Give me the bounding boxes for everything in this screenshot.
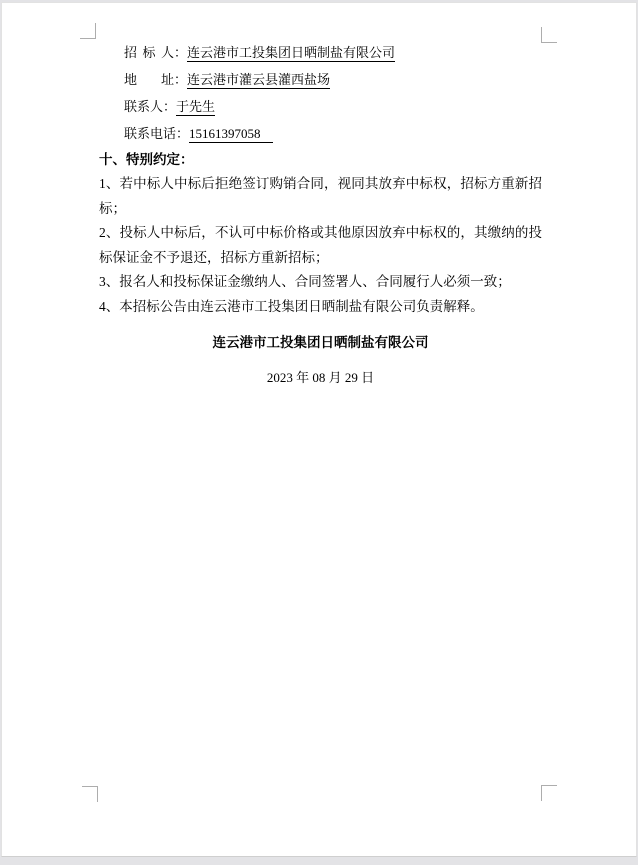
label-colon: ： <box>174 45 188 60</box>
contact-label: 联系电话 <box>124 126 177 141</box>
contact-value-underlined: 15161397058 <box>189 126 273 143</box>
label-colon: ： <box>163 99 177 114</box>
section-item: 1、若中标人中标后拒绝签订购销合同，视同其放弃中标权，招标方重新招标； <box>99 176 542 216</box>
contact-line-person <box>99 93 542 120</box>
contact-value-underlined: 连云港市工投集团日晒制盐有限公司 <box>187 45 396 60</box>
contact-label: 地址 <box>124 72 174 87</box>
contact-label: 招标人 <box>124 45 174 60</box>
contact-line-phone <box>99 120 542 147</box>
contact-line-address <box>99 66 542 93</box>
margin-crop-mark-bottom-left <box>82 786 98 802</box>
margin-crop-mark-top-right <box>541 27 557 43</box>
section-item: 4、本招标公告由连云港市工投集团日晒制盐有限公司负责解释。 <box>99 298 484 314</box>
contact-line-bidder <box>99 39 542 66</box>
contact-info-block <box>99 39 542 147</box>
label-colon: ： <box>176 126 190 141</box>
signature-company: 连云港市工投集团日晒制盐有限公司 <box>212 335 429 350</box>
section-item: 3、报名人和投标保证金缴纳人、合同签署人、合同履行人必须一致； <box>99 274 511 289</box>
section-heading: 十、特别约定： <box>99 152 194 167</box>
section-item: 2、投标人中标后，不认可中标价格或其他原因放弃中标权的，其缴纳的投标保证金不予退还，招标方重新招标； <box>99 225 542 265</box>
signature-date: 2023 年 08 月 29 日 <box>266 370 375 385</box>
margin-crop-mark-bottom-right <box>541 785 557 801</box>
special-terms-section <box>99 147 542 319</box>
label-colon: ： <box>174 72 188 87</box>
document-page <box>1 2 637 857</box>
contact-value-underlined: 连云港市灌云县灌西盐场 <box>187 72 331 87</box>
margin-crop-mark-top-left <box>80 23 96 39</box>
contact-label: 联系人 <box>124 99 164 114</box>
contact-value-underlined: 于先生 <box>176 99 216 114</box>
